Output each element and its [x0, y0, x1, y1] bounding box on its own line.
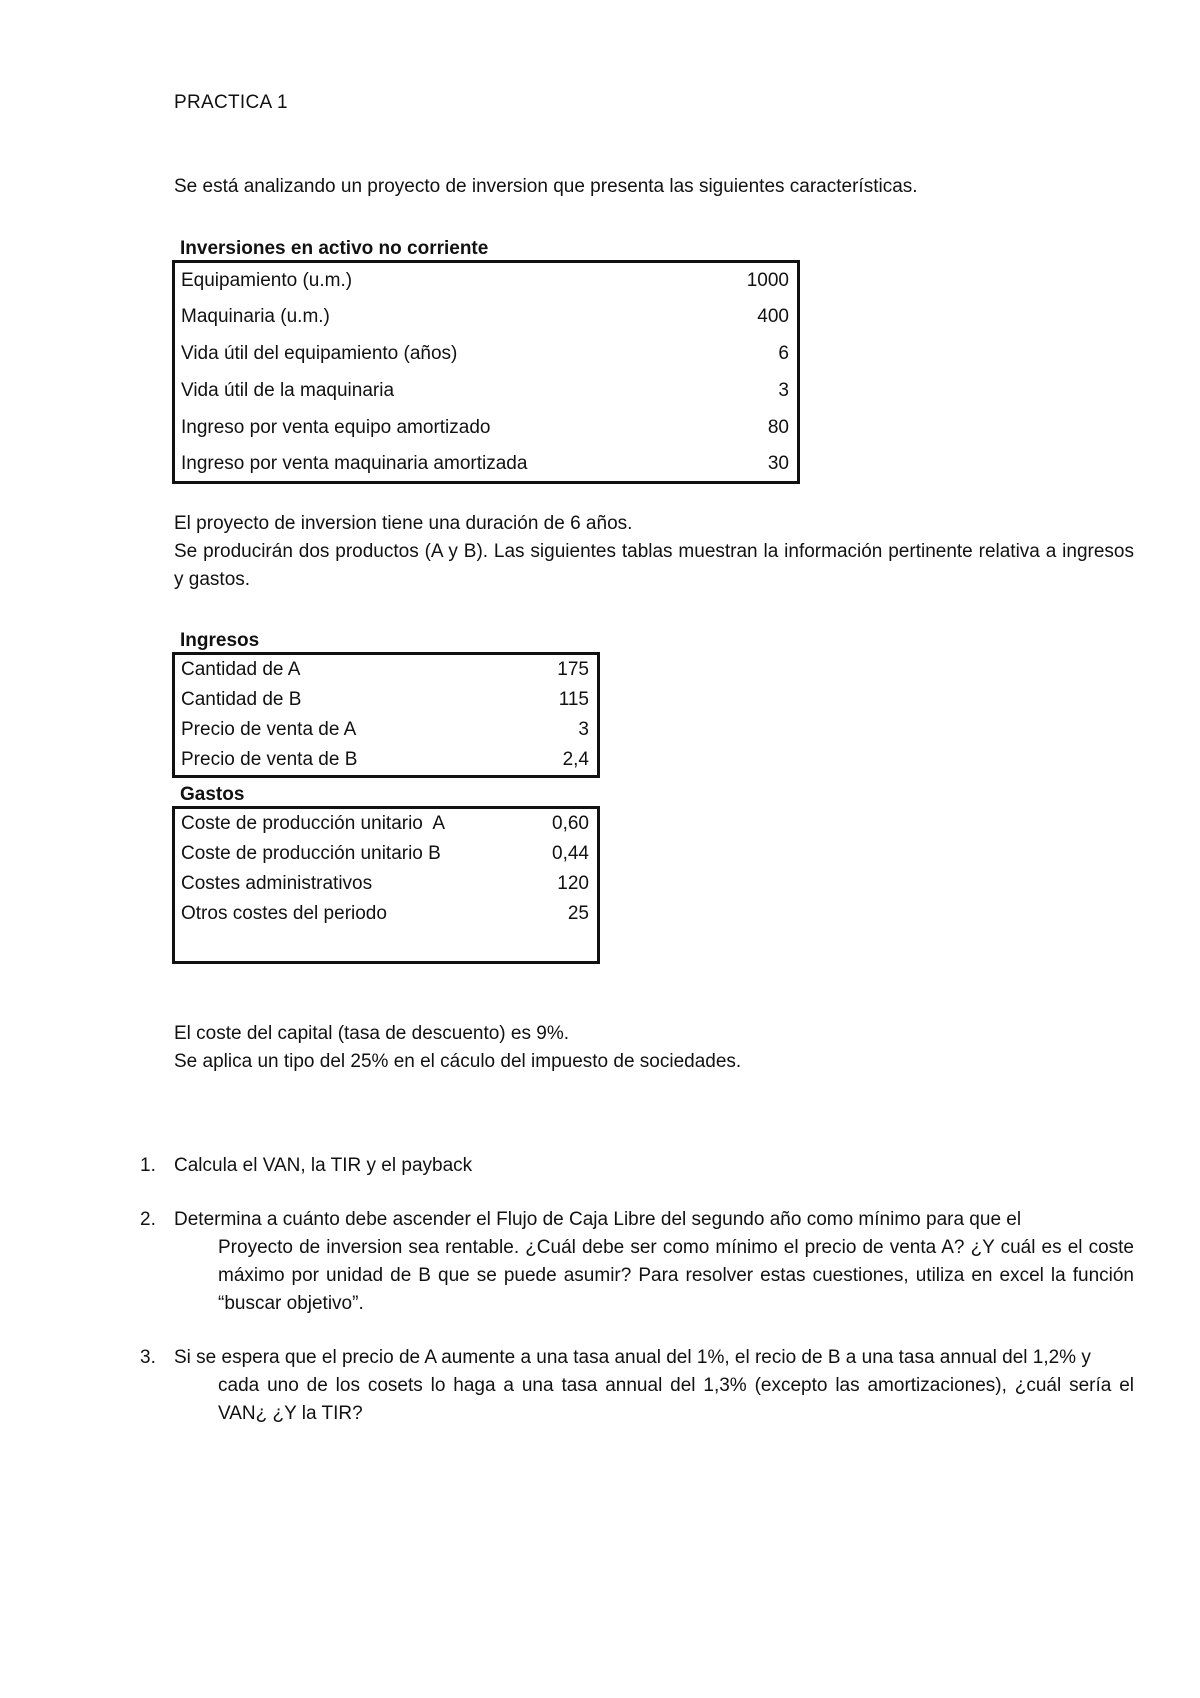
conditions-line-1: El coste del capital (tasa de descuento) es 9%. — [174, 1023, 570, 1044]
table-row — [175, 685, 597, 715]
row-label: Costes administrativos — [181, 873, 373, 894]
questions-list — [140, 1152, 1134, 1454]
question-text: Calcula el VAN, la TIR y el payback — [174, 1155, 473, 1176]
investments-caption: Inversiones en activo no corriente — [180, 238, 489, 259]
list-item — [140, 1152, 1134, 1180]
row-label: Maquinaria (u.m.) — [181, 306, 330, 327]
row-value: 175 — [557, 659, 589, 680]
row-label: Cantidad de B — [181, 689, 302, 710]
row-label: Equipamiento (u.m.) — [181, 270, 353, 291]
income-table — [172, 652, 600, 778]
description-line-1: El proyecto de inversion tiene una duración de 6 años. — [174, 513, 633, 534]
row-label: Vida útil del equipamiento (años) — [181, 342, 458, 364]
row-label: Precio de venta de A — [181, 719, 357, 740]
expenses-caption: Gastos — [180, 784, 245, 805]
row-value: 400 — [757, 306, 789, 327]
question-number: 3. — [140, 1347, 156, 1368]
row-value: 2,4 — [562, 749, 589, 770]
table-row — [175, 335, 797, 372]
page-title: PRACTICA 1 — [174, 92, 288, 113]
row-label: Vida útil de la maquinaria — [181, 379, 395, 401]
table-row — [175, 715, 597, 745]
question-number: 2. — [140, 1209, 156, 1230]
description-line-2: Se producirán dos productos (A y B). Las siguientes tablas muestran la información pertinente relativa a ingresos y gastos. — [174, 541, 1134, 590]
row-label: Ingreso por venta equipo amortizado — [181, 416, 491, 438]
row-value: 25 — [567, 903, 589, 924]
row-value: 30 — [767, 452, 789, 474]
table-row — [175, 409, 797, 446]
investments-table — [172, 260, 800, 484]
row-value: 1000 — [746, 270, 789, 291]
row-label: Coste de producción unitario B — [181, 843, 441, 864]
question-text: Determina a cuánto debe ascender el Flujo de Caja Libre del segundo año como mínimo para que el — [174, 1209, 1022, 1230]
table-row — [175, 263, 797, 299]
table-row — [175, 655, 597, 685]
row-value: 0,44 — [552, 843, 589, 864]
row-label: Otros costes del periodo — [181, 903, 387, 924]
row-value: 6 — [778, 342, 789, 364]
table-row — [175, 839, 597, 869]
row-value: 3 — [578, 719, 589, 740]
list-item — [140, 1206, 1134, 1318]
row-value: 0,60 — [552, 813, 589, 834]
table-row — [175, 869, 597, 899]
question-number: 1. — [140, 1155, 156, 1176]
income-caption: Ingresos — [180, 630, 260, 651]
row-label: Cantidad de A — [181, 659, 301, 680]
row-label: Ingreso por venta maquinaria amortizada — [181, 452, 528, 474]
table-row — [175, 299, 797, 335]
expenses-table — [172, 806, 600, 964]
row-label: Coste de producción unitario A — [181, 813, 446, 834]
row-value: 120 — [557, 873, 589, 894]
description-paragraph — [174, 510, 1134, 594]
table-row — [175, 809, 597, 839]
table-row — [175, 745, 597, 775]
intro-text: Se está analizando un proyecto de inversion que presenta las siguientes características. — [174, 176, 918, 197]
conditions-line-2: Se aplica un tipo del 25% en el cáculo del impuesto de sociedades. — [174, 1051, 742, 1072]
table-row — [175, 899, 597, 929]
table-row — [175, 372, 797, 409]
row-value: 115 — [558, 689, 589, 710]
conditions-paragraph — [174, 1020, 1134, 1076]
list-item — [140, 1344, 1134, 1428]
row-value: 3 — [778, 379, 789, 401]
row-value: 80 — [767, 416, 789, 438]
question-text-continued: Proyecto de inversion sea rentable. ¿Cuál debe ser como mínimo el precio de venta A? ¿Y cuál es el coste máximo por unidad de B que se puede asumir? Para resolver estas cuestiones, utiliza en excel la función “buscar objetivo”. — [218, 1237, 1134, 1314]
table-row — [175, 446, 797, 481]
question-text-continued: cada uno de los cosets lo haga a una tasa annual del 1,3% (excepto las amortizaciones), ¿cuál sería el VAN¿ ¿Y la TIR? — [218, 1375, 1134, 1424]
question-text: Si se espera que el precio de A aumente a una tasa anual del 1%, el recio de B a una tasa annual del 1,2% y — [174, 1347, 1091, 1368]
row-label: Precio de venta de B — [181, 749, 358, 770]
